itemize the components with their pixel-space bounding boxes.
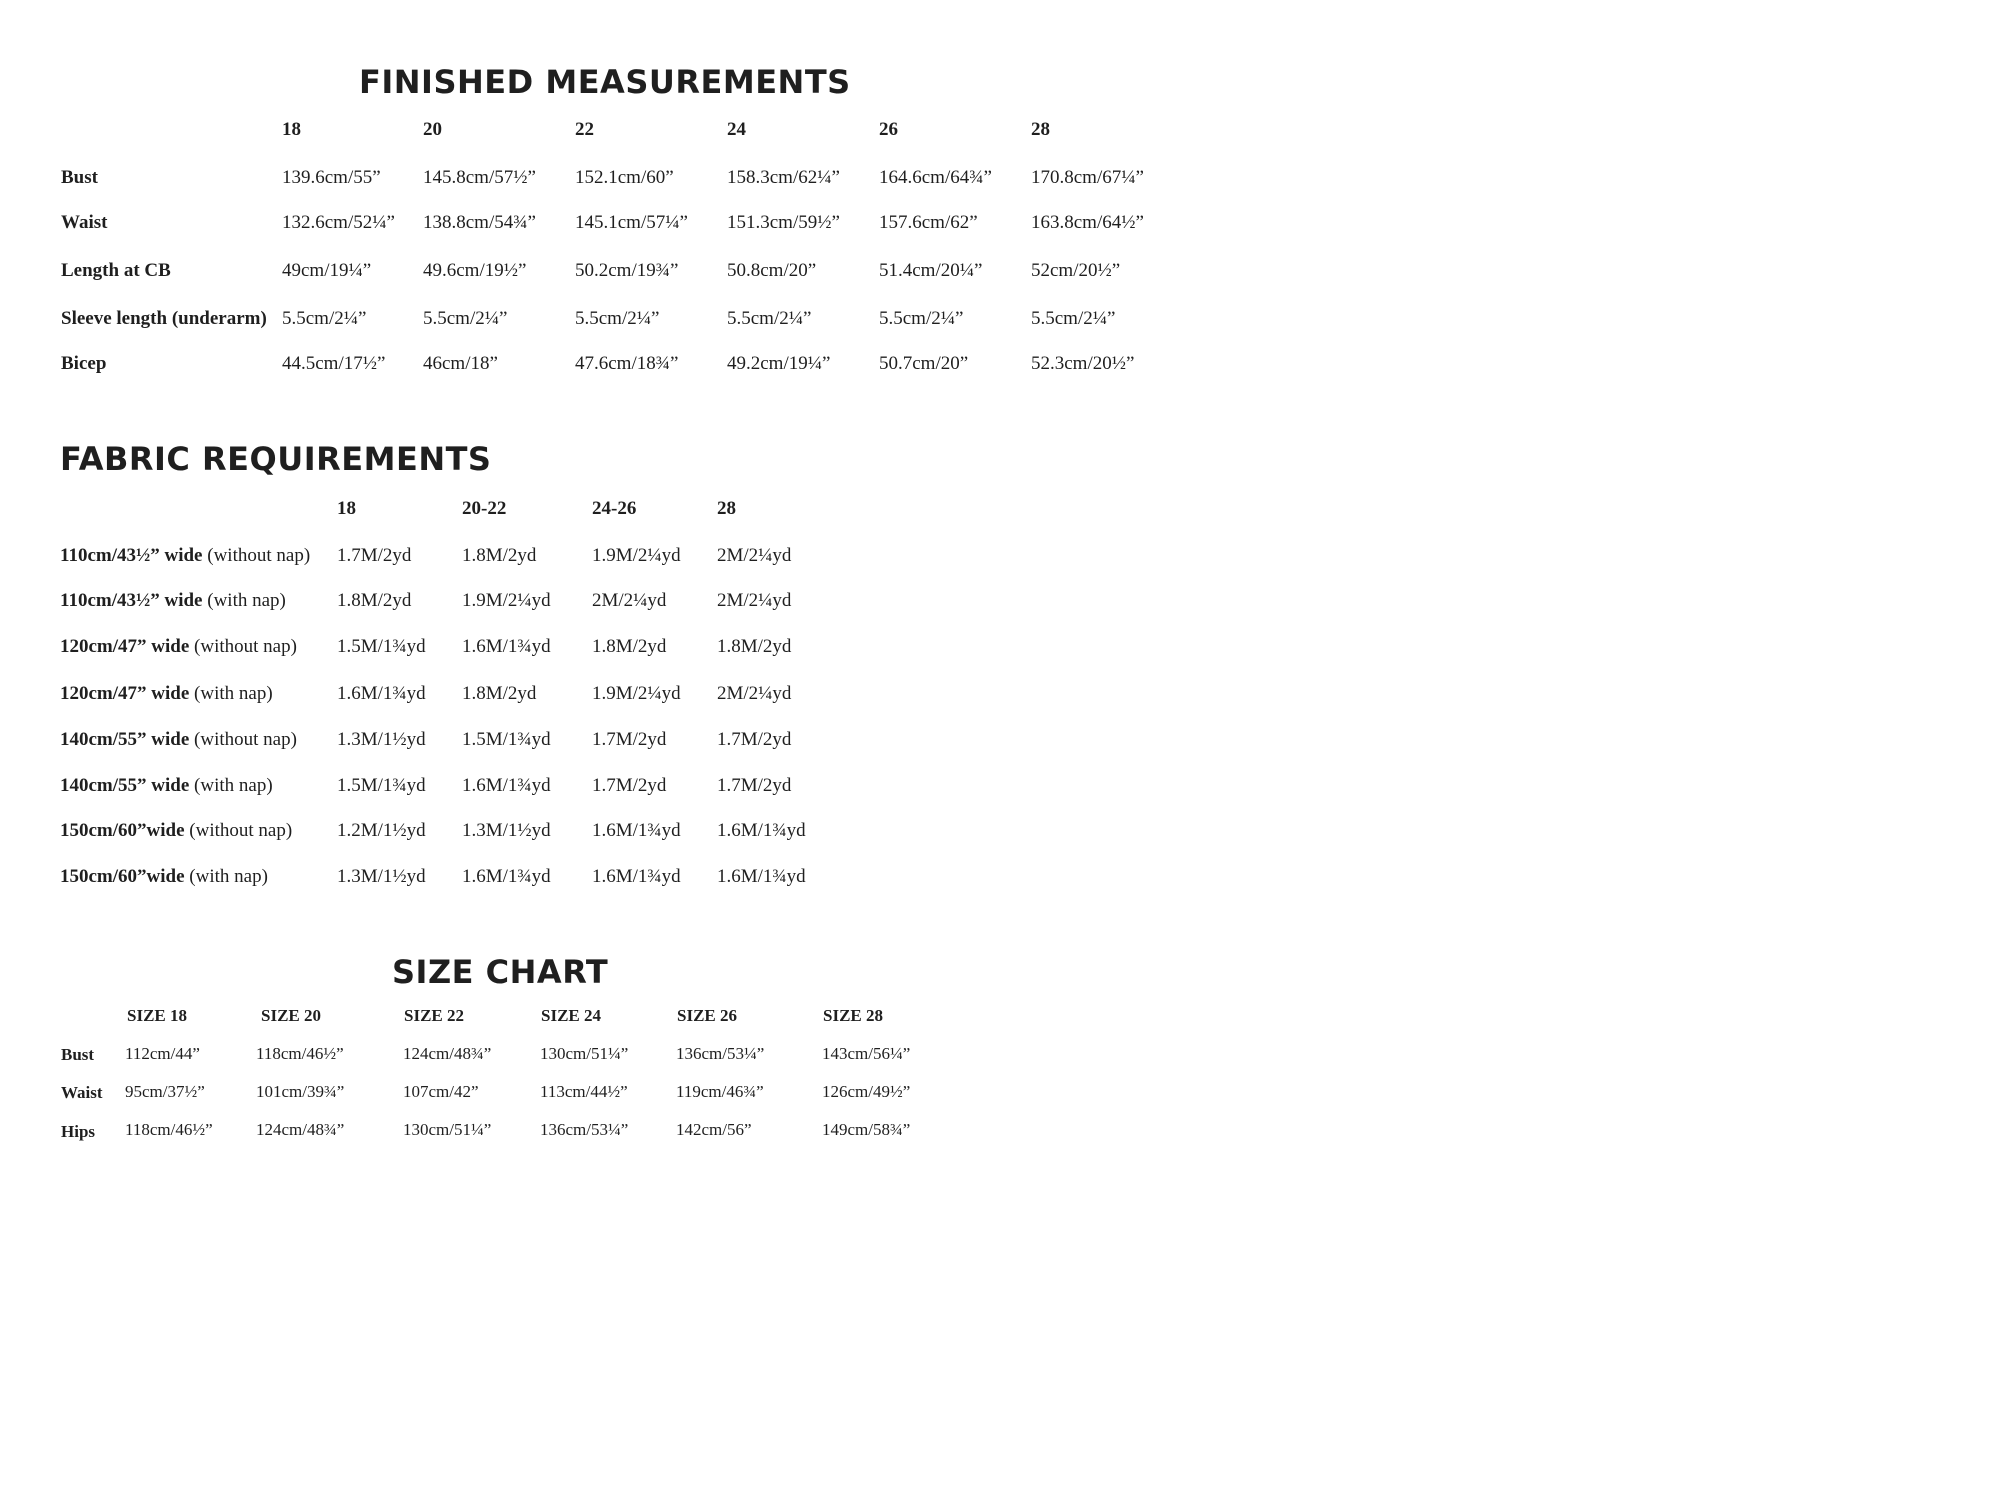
- fm-cell: 145.8cm/57½”: [423, 167, 536, 188]
- fr-width: 140cm/55” wide: [60, 775, 190, 796]
- fm-cell: 152.1cm/60”: [575, 167, 674, 188]
- fr-cell: 1.7M/2yd: [592, 729, 667, 750]
- fm-cell: 158.3cm/62¼”: [727, 167, 840, 188]
- fm-cell: 52.3cm/20½”: [1031, 353, 1135, 374]
- fr-cell: 1.5M/1¾yd: [337, 636, 426, 657]
- fm-cell: 163.8cm/64½”: [1031, 212, 1144, 233]
- fm-cell: 46cm/18”: [423, 353, 498, 374]
- sc-row-label: Waist: [61, 1083, 103, 1102]
- fr-row-label: [60, 821, 292, 840]
- fr-cell: 1.8M/2yd: [462, 683, 537, 704]
- fr-width: 120cm/47” wide: [60, 636, 190, 657]
- fm-cell: 139.6cm/55”: [282, 167, 381, 188]
- fm-cell: 145.1cm/57¼”: [575, 212, 688, 233]
- fm-cell: 164.6cm/64¾”: [879, 167, 992, 188]
- fm-cell: 157.6cm/62”: [879, 212, 978, 233]
- fm-cell: 50.7cm/20”: [879, 353, 969, 374]
- sc-size-header: SIZE 20: [261, 1006, 321, 1025]
- fm-cell: 5.5cm/2¼”: [727, 308, 812, 329]
- fr-width: 110cm/43½” wide: [60, 545, 203, 566]
- fr-nap-qualifier: (without nap): [194, 636, 297, 657]
- fr-cell: 1.6M/1¾yd: [717, 866, 806, 887]
- fr-size-header: 20-22: [462, 498, 507, 519]
- sc-cell: 136cm/53¼”: [540, 1120, 629, 1139]
- fm-row-label: Bicep: [61, 353, 107, 374]
- fr-row-label: [60, 684, 273, 703]
- fr-nap-qualifier: (without nap): [194, 729, 297, 750]
- fr-cell: 1.7M/2yd: [337, 545, 412, 566]
- fm-cell: 170.8cm/67¼”: [1031, 167, 1144, 188]
- fm-size-header: 18: [282, 119, 301, 140]
- fm-size-header: 26: [879, 119, 898, 140]
- fr-cell: 1.8M/2yd: [717, 636, 792, 657]
- fm-cell: 44.5cm/17½”: [282, 353, 386, 374]
- fr-cell: 1.6M/1¾yd: [462, 866, 551, 887]
- sc-cell: 136cm/53¼”: [676, 1044, 765, 1063]
- sc-row-label: Hips: [61, 1122, 96, 1141]
- fr-nap-qualifier: (with nap): [194, 683, 273, 704]
- sc-cell: 112cm/44”: [125, 1044, 200, 1063]
- sc-cell: 119cm/46¾”: [676, 1082, 764, 1101]
- fr-cell: 1.3M/1½yd: [337, 729, 426, 750]
- sc-row-label: Bust: [61, 1045, 95, 1064]
- sc-cell: 142cm/56”: [676, 1120, 752, 1139]
- fr-cell: 1.6M/1¾yd: [337, 683, 426, 704]
- fm-cell: 5.5cm/2¼”: [575, 308, 660, 329]
- fm-cell: 52cm/20½”: [1031, 260, 1121, 281]
- fr-cell: 1.9M/2¼yd: [592, 545, 681, 566]
- fm-cell: 50.2cm/19¾”: [575, 260, 679, 281]
- finished-measurements-title: FINISHED MEASUREMENTS: [359, 63, 851, 101]
- sc-cell: 101cm/39¾”: [256, 1082, 345, 1101]
- fr-cell: 1.7M/2yd: [717, 729, 792, 750]
- sc-cell: 143cm/56¼”: [822, 1044, 911, 1063]
- fm-row-label: Waist: [61, 212, 108, 233]
- fm-size-header: 24: [727, 119, 746, 140]
- sc-size-header: SIZE 26: [677, 1006, 737, 1025]
- fr-cell: 1.8M/2yd: [462, 545, 537, 566]
- fr-row-label: [60, 591, 286, 610]
- size-chart-title: SIZE CHART: [392, 953, 609, 991]
- fr-cell: 1.5M/1¾yd: [337, 775, 426, 796]
- fr-width: 150cm/60”wide: [60, 866, 185, 887]
- fr-cell: 1.6M/1¾yd: [717, 820, 806, 841]
- fr-nap-qualifier: (without nap): [189, 820, 293, 841]
- fr-cell: 1.7M/2yd: [592, 775, 667, 796]
- fm-cell: 132.6cm/52¼”: [282, 212, 395, 233]
- fm-cell: 50.8cm/20”: [727, 260, 817, 281]
- fm-cell: 49.2cm/19¼”: [727, 353, 831, 374]
- fr-width: 120cm/47” wide: [60, 683, 190, 704]
- fr-cell: 2M/2¼yd: [717, 683, 792, 704]
- fm-row-label: Length at CB: [61, 260, 171, 281]
- fm-cell: 51.4cm/20¼”: [879, 260, 983, 281]
- sc-size-header: SIZE 28: [823, 1006, 883, 1025]
- sc-cell: 107cm/42”: [403, 1082, 479, 1101]
- fr-row-label: [60, 546, 310, 565]
- fr-size-header: 28: [717, 498, 736, 519]
- fm-cell: 5.5cm/2¼”: [282, 308, 367, 329]
- fr-width: 140cm/55” wide: [60, 729, 190, 750]
- fr-row-label: [60, 730, 297, 749]
- fr-nap-qualifier: (with nap): [207, 590, 286, 611]
- sc-size-header: SIZE 24: [541, 1006, 601, 1025]
- sc-cell: 130cm/51¼”: [540, 1044, 629, 1063]
- sc-cell: 126cm/49½”: [822, 1082, 911, 1101]
- fr-width: 110cm/43½” wide: [60, 590, 203, 611]
- fr-size-header: 24-26: [592, 498, 637, 519]
- fm-row-label: Bust: [61, 167, 98, 188]
- fm-size-header: 22: [575, 119, 594, 140]
- fr-cell: 1.6M/1¾yd: [462, 636, 551, 657]
- fm-row-label: Sleeve length (underarm): [61, 308, 267, 329]
- fr-row-label: [60, 637, 297, 656]
- fr-cell: 2M/2¼yd: [592, 590, 667, 611]
- fr-cell: 1.9M/2¼yd: [592, 683, 681, 704]
- fr-cell: 1.3M/1½yd: [337, 866, 426, 887]
- sc-size-header: SIZE 22: [404, 1006, 464, 1025]
- fr-row-label: [60, 776, 273, 795]
- sc-cell: 95cm/37½”: [125, 1082, 205, 1101]
- fr-cell: 2M/2¼yd: [717, 545, 792, 566]
- fm-cell: 5.5cm/2¼”: [423, 308, 508, 329]
- sc-cell: 130cm/51¼”: [403, 1120, 492, 1139]
- fr-size-header: 18: [337, 498, 356, 519]
- fabric-requirements-title: FABRIC REQUIREMENTS: [60, 440, 492, 478]
- fr-cell: 1.6M/1¾yd: [592, 820, 681, 841]
- fr-nap-qualifier: (without nap): [207, 545, 311, 566]
- sc-cell: 124cm/48¾”: [403, 1044, 492, 1063]
- sc-cell: 113cm/44½”: [540, 1082, 628, 1101]
- sc-cell: 118cm/46½”: [125, 1120, 213, 1139]
- fm-cell: 138.8cm/54¾”: [423, 212, 536, 233]
- sc-cell: 118cm/46½”: [256, 1044, 344, 1063]
- sc-cell: 149cm/58¾”: [822, 1120, 911, 1139]
- fm-cell: 5.5cm/2¼”: [1031, 308, 1116, 329]
- fr-nap-qualifier: (with nap): [194, 775, 273, 796]
- fr-cell: 1.9M/2¼yd: [462, 590, 551, 611]
- fr-cell: 2M/2¼yd: [717, 590, 792, 611]
- fr-cell: 1.7M/2yd: [717, 775, 792, 796]
- sc-size-header: SIZE 18: [127, 1006, 187, 1025]
- fm-cell: 5.5cm/2¼”: [879, 308, 964, 329]
- fm-cell: 49cm/19¼”: [282, 260, 372, 281]
- fm-cell: 151.3cm/59½”: [727, 212, 840, 233]
- fr-cell: 1.2M/1½yd: [337, 820, 426, 841]
- fr-row-label: [60, 867, 268, 886]
- fr-cell: 1.3M/1½yd: [462, 820, 551, 841]
- fr-cell: 1.6M/1¾yd: [462, 775, 551, 796]
- fm-size-header: 20: [423, 119, 442, 140]
- fr-cell: 1.8M/2yd: [337, 590, 412, 611]
- fr-cell: 1.8M/2yd: [592, 636, 667, 657]
- fm-cell: 49.6cm/19½”: [423, 260, 527, 281]
- fm-size-header: 28: [1031, 119, 1050, 140]
- sc-cell: 124cm/48¾”: [256, 1120, 345, 1139]
- fr-cell: 1.6M/1¾yd: [592, 866, 681, 887]
- fr-cell: 1.5M/1¾yd: [462, 729, 551, 750]
- fr-nap-qualifier: (with nap): [189, 866, 268, 887]
- fm-cell: 47.6cm/18¾”: [575, 353, 679, 374]
- fr-width: 150cm/60”wide: [60, 820, 185, 841]
